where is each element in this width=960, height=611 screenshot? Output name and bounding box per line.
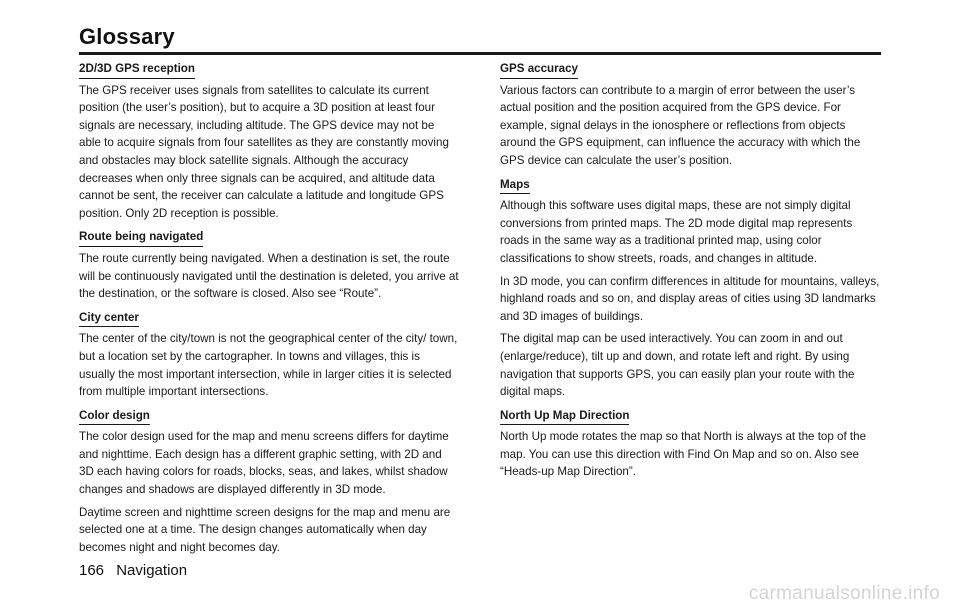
glossary-term: City center xyxy=(79,309,139,328)
glossary-term: North Up Map Direction xyxy=(500,407,629,426)
glossary-entry-route-being-navigated xyxy=(79,228,459,302)
right-column xyxy=(500,60,881,487)
section-name: Navigation xyxy=(116,562,188,579)
page-title: Glossary xyxy=(79,24,175,49)
left-column xyxy=(79,60,459,562)
glossary-definition: The center of the city/town is not the geographical center of the city/ town, but a location set by the cartographer. In towns and villages, this is usually the most important intersection, while in larger cities it is selected from multiple important intersections. xyxy=(79,332,458,399)
glossary-entry-2d3d-gps-reception xyxy=(79,60,459,222)
glossary-term: GPS accuracy xyxy=(500,60,578,79)
glossary-definition: The color design used for the map and menu screens differs for daytime and nighttime. Each design has a different graphic setting, with 2D and 3D each having colors for roads, blocks, seas, and lakes, whilst shadow changes and shadows are displayed differently in 3D mode. xyxy=(79,430,449,497)
glossary-entry-maps xyxy=(500,176,881,401)
glossary-definition: Various factors can contribute to a margin of error between the user’s actual position and the position acquired from the GPS device. For example, signal delays in the ionosphere or reflections from objects around the GPS equipment, can influence the accuracy with which the GPS device can calculate the user’s position. xyxy=(500,83,861,167)
glossary-term: Route being navigated xyxy=(79,228,203,247)
glossary-definition: The route currently being navigated. When a destination is set, the route will be continuously navigated until the destination is deleted, you arrive at the destination, or the software is closed. Also see “Route”. xyxy=(79,251,459,301)
glossary-definition: The GPS receiver uses signals from satellites to calculate its current position (the user’s position), but to acquire a 3D position at least four signals are necessary, including altitude. The GPS device may not be able to acquire signals from four satellites as they are constantly moving and obstacles may block satellite signals. Although the accuracy decreases when only three signals can be acquired, and altitude data cannot be sent, the receiver can calculate a latitude and longitude GPS position. Only 2D reception is possible. xyxy=(79,83,449,220)
watermark-text: carmanualsonline.info xyxy=(748,583,940,604)
page-number: 166 xyxy=(79,562,105,579)
glossary-entry-north-up-map-direction xyxy=(500,407,881,481)
glossary-definition: The digital map can be used interactively. You can zoom in and out (enlarge/reduce), tilt up and down, and rotate left and right. By using navigation that supports GPS, you can easily plan your route with the digital maps. xyxy=(500,332,855,399)
glossary-entry-gps-accuracy xyxy=(500,60,881,170)
page-footer xyxy=(79,562,187,579)
glossary-definition: North Up mode rotates the map so that North is always at the top of the map. You can use this direction with Find On Map and so on. Also see “Heads-up Map Direction”. xyxy=(500,430,867,479)
glossary-definition: Daytime screen and nighttime screen designs for the map and menu are selected one at a time. The design changes automatically when day becomes night and night becomes day. xyxy=(79,505,451,554)
glossary-term: 2D/3D GPS reception xyxy=(79,60,195,79)
glossary-entry-color-design xyxy=(79,407,459,557)
glossary-term: Color design xyxy=(79,407,150,426)
glossary-entry-city-center xyxy=(79,309,459,401)
glossary-definition: In 3D mode, you can confirm differences in altitude for mountains, valleys, highland roads and so on, and display areas of cities using 3D landmarks and 3D images of buildings. xyxy=(500,274,880,323)
title-rule xyxy=(79,52,881,55)
glossary-term: Maps xyxy=(500,176,530,195)
glossary-definition: Although this software uses digital maps, these are not simply digital conversions from printed maps. The 2D mode digital map represents roads in the same way as a traditional printed map, using color classifications to show streets, roads, and changes in altitude. xyxy=(500,199,853,265)
